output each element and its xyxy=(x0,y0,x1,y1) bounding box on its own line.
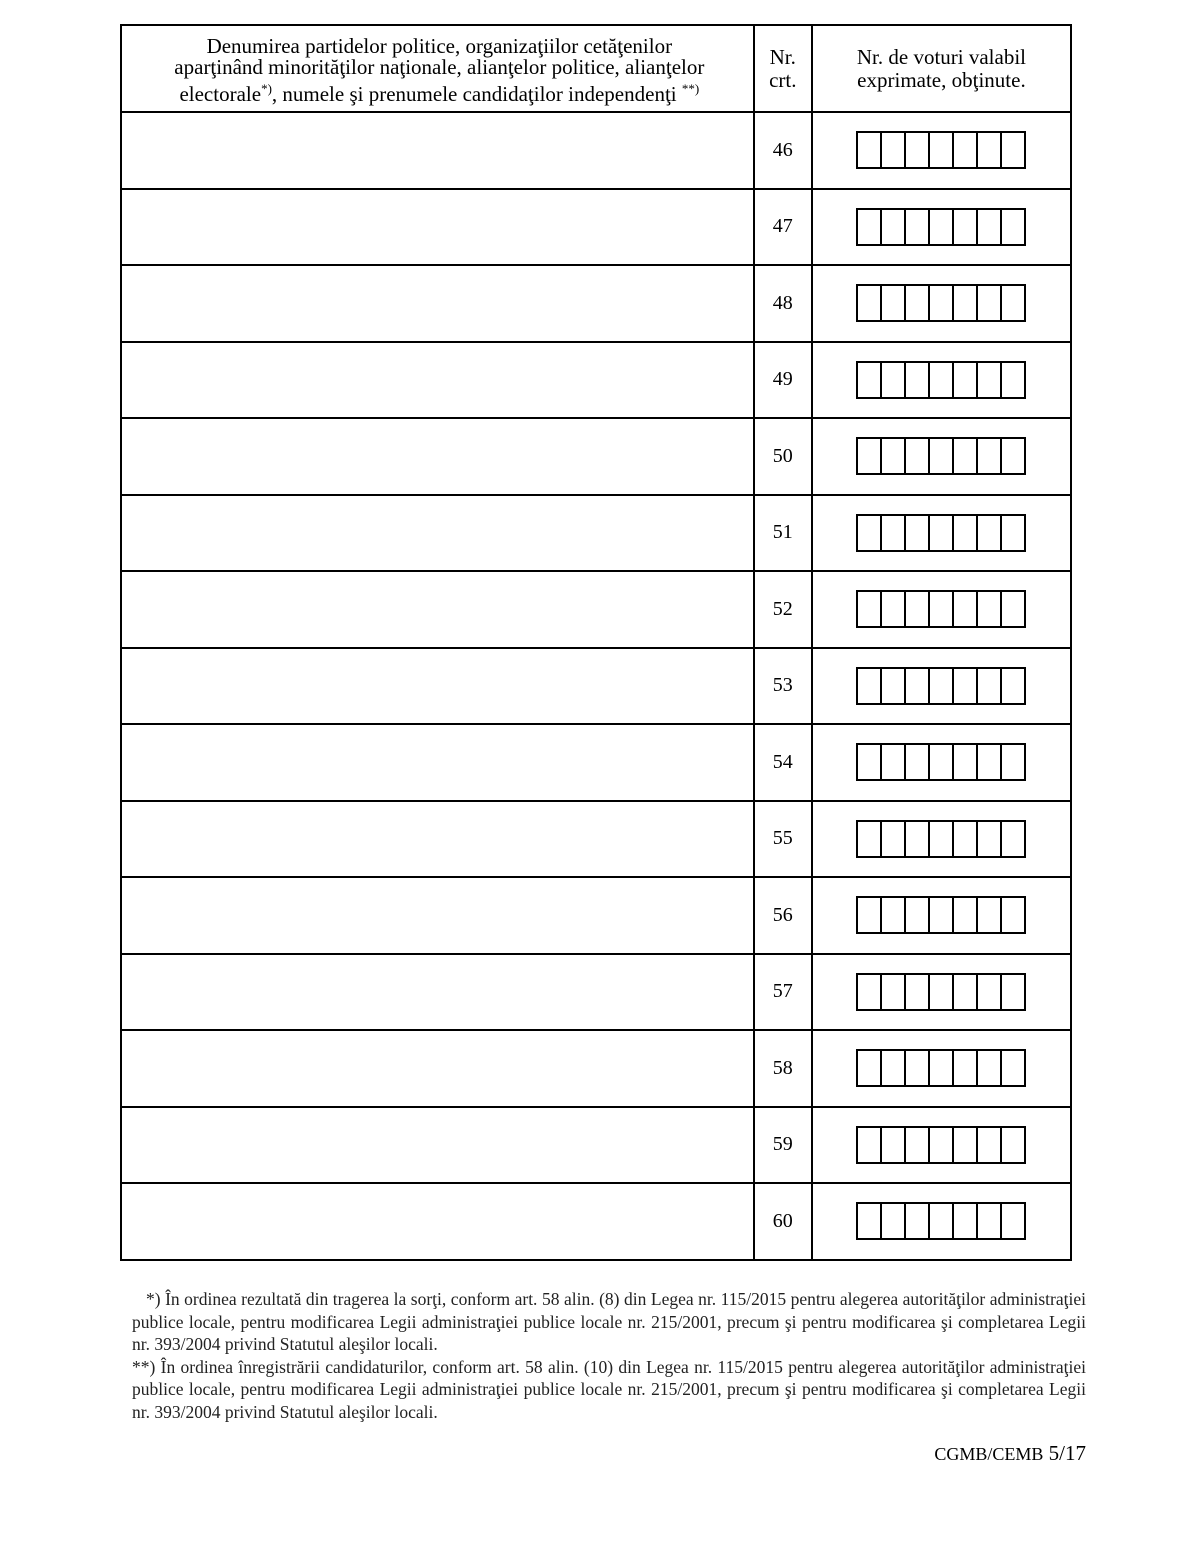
digit-box[interactable] xyxy=(952,667,978,705)
header-name-column xyxy=(121,25,754,112)
table-row xyxy=(121,571,1071,648)
digit-box[interactable] xyxy=(1000,973,1026,1011)
digit-box[interactable] xyxy=(928,437,954,475)
votes-cell xyxy=(812,801,1071,878)
digit-box[interactable] xyxy=(856,131,882,169)
digit-boxes xyxy=(813,1049,1070,1087)
row-number: 46 xyxy=(754,112,812,189)
digit-box[interactable] xyxy=(880,820,906,858)
form-code: CGMB/CEMB xyxy=(934,1444,1044,1464)
digit-box[interactable] xyxy=(856,743,882,781)
digit-box[interactable] xyxy=(856,1049,882,1087)
votes-cell xyxy=(812,342,1071,419)
footnotes xyxy=(132,1288,1086,1423)
table-row xyxy=(121,189,1071,266)
digit-box[interactable] xyxy=(976,820,1002,858)
digit-box[interactable] xyxy=(952,208,978,246)
digit-box[interactable] xyxy=(904,284,930,322)
digit-box[interactable] xyxy=(1000,1202,1026,1240)
digit-box[interactable] xyxy=(856,1126,882,1164)
header-nr-column xyxy=(754,25,812,112)
votes-cell xyxy=(812,1183,1071,1260)
header-name-line3b: , numele şi prenumele candidaţilor independenţi xyxy=(271,82,677,106)
candidate-name-cell[interactable] xyxy=(121,112,754,189)
digit-box[interactable] xyxy=(1000,1049,1026,1087)
digit-box[interactable] xyxy=(904,361,930,399)
digit-box[interactable] xyxy=(880,514,906,552)
digit-box[interactable] xyxy=(856,820,882,858)
digit-boxes xyxy=(813,667,1070,705)
digit-box[interactable] xyxy=(856,590,882,628)
page-number: 5/17 xyxy=(1048,1441,1086,1465)
table-header-row xyxy=(121,25,1071,112)
digit-box[interactable] xyxy=(1000,437,1026,475)
candidate-name-cell[interactable] xyxy=(121,571,754,648)
digit-box[interactable] xyxy=(928,896,954,934)
footnote-1: *) În ordinea rezultată din tragerea la sorţi, conform art. 58 alin. (8) din Legea nr. 115/2015 pentru alegerea autorităţilor administraţiei publice locale, pentru modificarea Legii administraţiei publice locale nr. 215/2001, precum şi pentru modificarea şi completarea Legii nr. 393/2004 privind Statutul aleşilor locali. xyxy=(132,1289,1086,1354)
digit-boxes xyxy=(813,1202,1070,1240)
digit-box[interactable] xyxy=(880,743,906,781)
digit-box[interactable] xyxy=(928,743,954,781)
votes-cell xyxy=(812,954,1071,1031)
table-row xyxy=(121,418,1071,495)
digit-box[interactable] xyxy=(928,361,954,399)
row-number: 55 xyxy=(754,801,812,878)
digit-box[interactable] xyxy=(928,1049,954,1087)
digit-box[interactable] xyxy=(880,896,906,934)
row-number: 52 xyxy=(754,571,812,648)
digit-boxes xyxy=(813,131,1070,169)
digit-box[interactable] xyxy=(880,667,906,705)
candidate-name-cell[interactable] xyxy=(121,1030,754,1107)
digit-box[interactable] xyxy=(928,1202,954,1240)
digit-box[interactable] xyxy=(856,361,882,399)
candidate-name-cell[interactable] xyxy=(121,801,754,878)
row-number: 47 xyxy=(754,189,812,266)
digit-box[interactable] xyxy=(952,1049,978,1087)
digit-box[interactable] xyxy=(856,437,882,475)
header-name-line2: aparţinând minorităţilor naţionale, alianţelor politice, alianţelor xyxy=(174,55,705,79)
row-number: 58 xyxy=(754,1030,812,1107)
digit-box[interactable] xyxy=(880,973,906,1011)
digit-boxes xyxy=(813,820,1070,858)
digit-box[interactable] xyxy=(976,1049,1002,1087)
digit-box[interactable] xyxy=(928,820,954,858)
row-number: 54 xyxy=(754,724,812,801)
digit-box[interactable] xyxy=(904,973,930,1011)
digit-boxes xyxy=(813,437,1070,475)
digit-box[interactable] xyxy=(952,896,978,934)
digit-box[interactable] xyxy=(880,1049,906,1087)
digit-box[interactable] xyxy=(1000,1126,1026,1164)
candidate-name-cell[interactable] xyxy=(121,265,754,342)
digit-box[interactable] xyxy=(1000,131,1026,169)
digit-box[interactable] xyxy=(928,1126,954,1164)
table-row xyxy=(121,265,1071,342)
row-number: 56 xyxy=(754,877,812,954)
digit-box[interactable] xyxy=(952,514,978,552)
row-number: 48 xyxy=(754,265,812,342)
digit-box[interactable] xyxy=(976,590,1002,628)
digit-box[interactable] xyxy=(976,973,1002,1011)
digit-box[interactable] xyxy=(1000,896,1026,934)
digit-box[interactable] xyxy=(928,590,954,628)
row-number: 51 xyxy=(754,495,812,572)
digit-boxes xyxy=(813,361,1070,399)
digit-boxes xyxy=(813,973,1070,1011)
digit-box[interactable] xyxy=(904,131,930,169)
table-row xyxy=(121,1183,1071,1260)
votes-cell xyxy=(812,877,1071,954)
digit-box[interactable] xyxy=(880,1126,906,1164)
digit-box[interactable] xyxy=(1000,590,1026,628)
header-name-line3a: electorale xyxy=(179,82,262,106)
header-nr-line2: crt. xyxy=(769,67,797,92)
digit-boxes xyxy=(813,208,1070,246)
digit-box[interactable] xyxy=(952,361,978,399)
digit-box[interactable] xyxy=(952,1126,978,1164)
votes-cell xyxy=(812,1030,1071,1107)
digit-box[interactable] xyxy=(856,896,882,934)
candidate-name-cell[interactable] xyxy=(121,648,754,725)
digit-box[interactable] xyxy=(952,973,978,1011)
table-row xyxy=(121,342,1071,419)
digit-box[interactable] xyxy=(976,208,1002,246)
table-row xyxy=(121,877,1071,954)
digit-box[interactable] xyxy=(1000,284,1026,322)
header-nr-line1: Nr. xyxy=(769,44,796,69)
row-number: 50 xyxy=(754,418,812,495)
digit-box[interactable] xyxy=(952,820,978,858)
digit-box[interactable] xyxy=(1000,667,1026,705)
row-number: 59 xyxy=(754,1107,812,1184)
digit-box[interactable] xyxy=(928,667,954,705)
digit-box[interactable] xyxy=(880,1202,906,1240)
votes-cell xyxy=(812,112,1071,189)
table-row xyxy=(121,648,1071,725)
digit-box[interactable] xyxy=(952,437,978,475)
header-name-line1: Denumirea partidelor politice, organizaţiilor cetăţenilor xyxy=(206,34,673,58)
row-number: 53 xyxy=(754,648,812,725)
votes-cell xyxy=(812,265,1071,342)
candidate-name-cell[interactable] xyxy=(121,418,754,495)
candidate-name-cell[interactable] xyxy=(121,342,754,419)
footnote-marker-1: *) xyxy=(261,81,272,96)
digit-box[interactable] xyxy=(904,896,930,934)
digit-box[interactable] xyxy=(976,131,1002,169)
table-body xyxy=(121,112,1071,1260)
digit-boxes xyxy=(813,1126,1070,1164)
digit-box[interactable] xyxy=(976,437,1002,475)
digit-box[interactable] xyxy=(976,1202,1002,1240)
digit-box[interactable] xyxy=(904,590,930,628)
page-reference xyxy=(934,1441,1086,1466)
digit-box[interactable] xyxy=(1000,361,1026,399)
digit-box[interactable] xyxy=(928,131,954,169)
digit-box[interactable] xyxy=(904,1202,930,1240)
digit-box[interactable] xyxy=(856,973,882,1011)
digit-box[interactable] xyxy=(856,208,882,246)
digit-box[interactable] xyxy=(856,284,882,322)
candidate-name-cell[interactable] xyxy=(121,495,754,572)
digit-box[interactable] xyxy=(880,590,906,628)
digit-box[interactable] xyxy=(1000,514,1026,552)
header-votes-line1: Nr. de voturi valabil xyxy=(856,44,1027,69)
digit-boxes xyxy=(813,284,1070,322)
digit-box[interactable] xyxy=(928,208,954,246)
row-number: 49 xyxy=(754,342,812,419)
digit-box[interactable] xyxy=(952,743,978,781)
digit-box[interactable] xyxy=(904,514,930,552)
candidate-name-cell[interactable] xyxy=(121,954,754,1031)
digit-box[interactable] xyxy=(880,284,906,322)
digit-box[interactable] xyxy=(904,1126,930,1164)
digit-box[interactable] xyxy=(904,743,930,781)
votes-cell xyxy=(812,495,1071,572)
digit-box[interactable] xyxy=(856,667,882,705)
digit-box[interactable] xyxy=(1000,743,1026,781)
votes-cell xyxy=(812,648,1071,725)
footnote-marker-2: **) xyxy=(681,81,700,96)
table-row xyxy=(121,954,1071,1031)
digit-box[interactable] xyxy=(976,743,1002,781)
digit-box[interactable] xyxy=(976,1126,1002,1164)
candidate-name-cell[interactable] xyxy=(121,189,754,266)
digit-box[interactable] xyxy=(976,667,1002,705)
row-number: 60 xyxy=(754,1183,812,1260)
votes-cell xyxy=(812,724,1071,801)
digit-box[interactable] xyxy=(856,1202,882,1240)
results-table xyxy=(120,24,1072,1261)
digit-boxes xyxy=(813,896,1070,934)
votes-cell xyxy=(812,1107,1071,1184)
candidate-name-cell[interactable] xyxy=(121,877,754,954)
footnote-2: **) În ordinea înregistrării candidaturilor, conform art. 58 alin. (10) din Legea nr. 115/2015 pentru alegerea autorităţilor administraţiei publice locale, pentru modificarea Legii administraţiei publice locale nr. 215/2001, precum şi pentru modificarea şi completarea Legii nr. 393/2004 privind Statutul aleşilor locali. xyxy=(132,1356,1086,1422)
digit-box[interactable] xyxy=(904,820,930,858)
digit-box[interactable] xyxy=(904,208,930,246)
table-row xyxy=(121,724,1071,801)
digit-box[interactable] xyxy=(1000,820,1026,858)
digit-box[interactable] xyxy=(880,131,906,169)
candidate-name-cell[interactable] xyxy=(121,724,754,801)
table-row xyxy=(121,801,1071,878)
digit-box[interactable] xyxy=(976,361,1002,399)
digit-box[interactable] xyxy=(856,514,882,552)
digit-box[interactable] xyxy=(976,896,1002,934)
digit-boxes xyxy=(813,590,1070,628)
digit-box[interactable] xyxy=(904,667,930,705)
candidate-name-cell[interactable] xyxy=(121,1183,754,1260)
votes-cell xyxy=(812,571,1071,648)
digit-box[interactable] xyxy=(880,361,906,399)
digit-box[interactable] xyxy=(928,514,954,552)
digit-box[interactable] xyxy=(1000,208,1026,246)
digit-box[interactable] xyxy=(928,973,954,1011)
digit-box[interactable] xyxy=(976,514,1002,552)
table-row xyxy=(121,495,1071,572)
table-row xyxy=(121,1107,1071,1184)
digit-boxes xyxy=(813,743,1070,781)
table-row xyxy=(121,1030,1071,1107)
digit-box[interactable] xyxy=(904,1049,930,1087)
digit-box[interactable] xyxy=(880,208,906,246)
header-votes-column xyxy=(812,25,1071,112)
digit-box[interactable] xyxy=(976,284,1002,322)
digit-box[interactable] xyxy=(952,131,978,169)
digit-box[interactable] xyxy=(904,437,930,475)
digit-box[interactable] xyxy=(952,590,978,628)
row-number: 57 xyxy=(754,954,812,1031)
digit-box[interactable] xyxy=(928,284,954,322)
table-row xyxy=(121,112,1071,189)
digit-box[interactable] xyxy=(880,437,906,475)
digit-box[interactable] xyxy=(952,1202,978,1240)
digit-boxes xyxy=(813,514,1070,552)
votes-cell xyxy=(812,189,1071,266)
digit-box[interactable] xyxy=(952,284,978,322)
candidate-name-cell[interactable] xyxy=(121,1107,754,1184)
votes-cell xyxy=(812,418,1071,495)
header-votes-line2: exprimate, obţinute. xyxy=(857,67,1026,92)
